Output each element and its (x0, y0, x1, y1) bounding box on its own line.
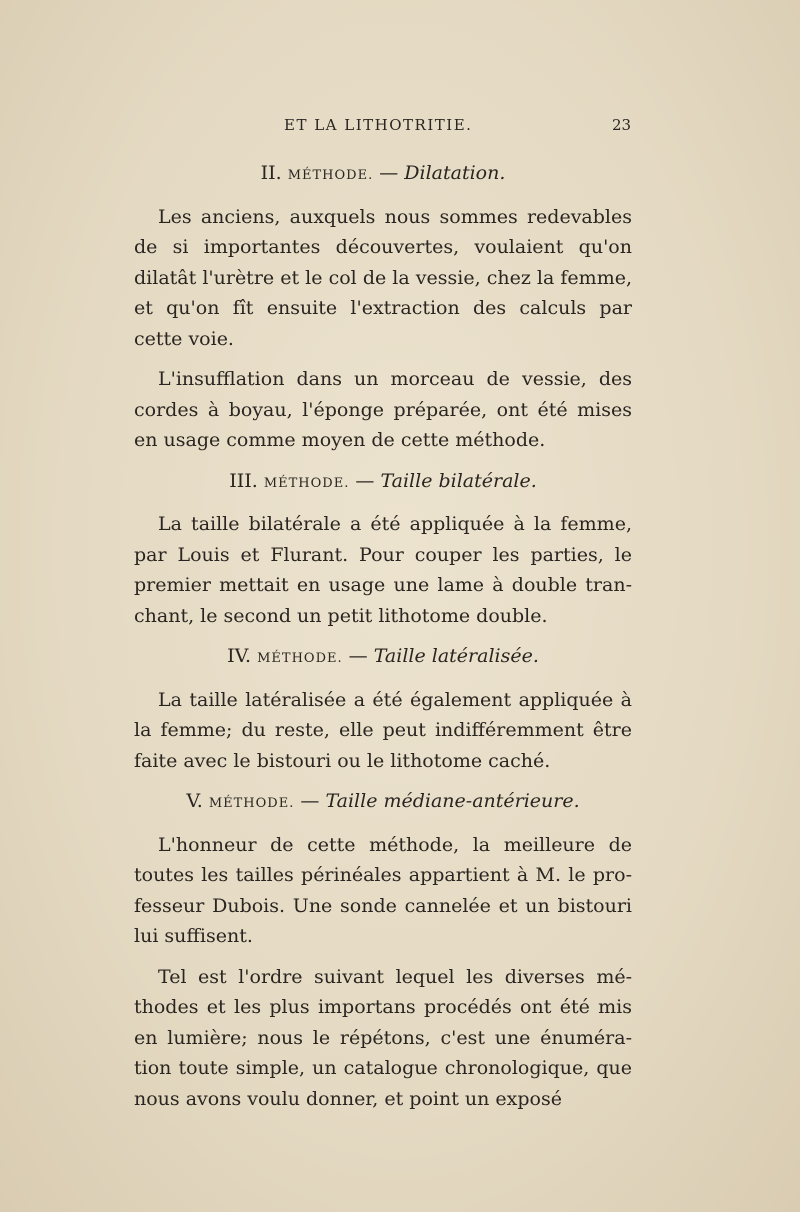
section-dash: — (379, 162, 399, 184)
section-number: II. (260, 162, 282, 184)
section-label: MÉTHODE. (287, 168, 374, 183)
paragraph: La taille latéralisée a été également appliquée à la femme; du reste, elle peut indifféremment être faite avec le bistouri ou le lithotome caché. (134, 688, 632, 772)
running-title: ET LA LITHOTRITIE. (284, 116, 473, 134)
section-label: MÉTHODE. (257, 651, 343, 666)
section-label: MÉTHODE. (208, 796, 295, 811)
section-title: Dilatation. (404, 162, 506, 184)
section-number: IV. (227, 645, 252, 667)
paragraph: Les anciens, auxquels nous sommes redevables de si importantes découvertes, voulaient qu'on dilatât l'urètre et le col de la vessie, chez la femme, et qu'on fît ensuite l'extraction des calculs par cette voie. (134, 205, 632, 350)
section-dash: — (300, 790, 320, 812)
section-heading-3 (134, 466, 632, 500)
section-heading-4 (134, 641, 632, 675)
paragraph: L'insufflation dans un morceau de vessie, des cordes à boyau, l'éponge préparée, ont été mises en usage comme moyen de cette méthode. (134, 368, 632, 451)
section-dash: — (348, 645, 368, 667)
section-dash: — (355, 469, 375, 492)
section-title: Taille médiane-antérieure. (325, 790, 580, 812)
paragraph: L'honneur de cette méthode, la meilleure de toutes les tailles périnéales appartient à M. le pro-fesseur Dubois. Une sonde cannelée et un bistouri lui suffisent. (134, 833, 632, 947)
section-number: III. (229, 469, 258, 492)
section-label: MÉTHODE. (263, 475, 350, 491)
section-heading-5 (134, 786, 632, 820)
paragraph: Tel est l'ordre suivant lequel les diverses mé-thodes et les plus importans procédés ont été mis en lumière; nous le répétons, c'est une énuméra-tion toute simple, un catalogue chronologique, que nous avons voulu donner, et point un exposé (134, 965, 632, 1110)
page-number: 23 (612, 116, 632, 134)
page-header (0, 116, 800, 140)
section-number: V. (186, 790, 203, 812)
page-body (134, 158, 632, 1114)
paragraph: La taille bilatérale a été appliquée à la femme, par Louis et Flurant. Pour couper les parties, le premier mettait en usage une lame à double tran-chant, le second un petit lithotome double. (134, 513, 632, 627)
section-title: Taille bilatérale. (380, 469, 537, 492)
section-title: Taille latéralisée. (373, 645, 539, 667)
section-heading-2 (134, 158, 632, 192)
